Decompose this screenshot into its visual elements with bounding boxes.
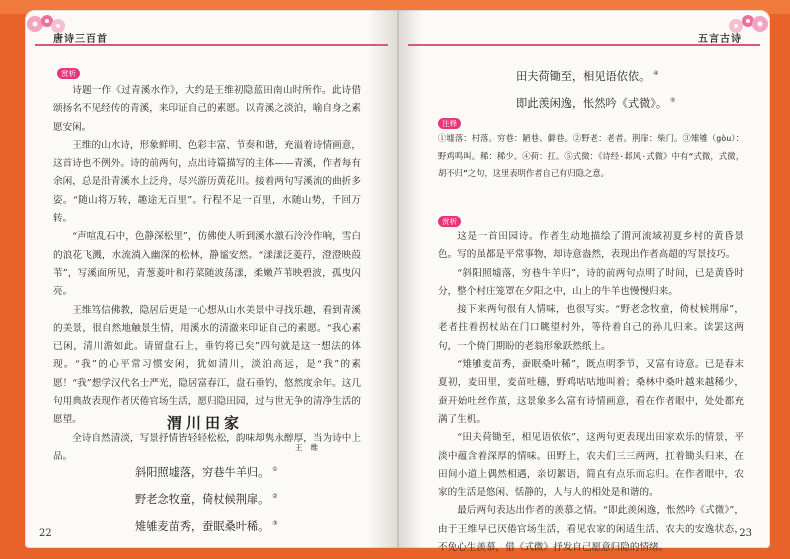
footnote-marker: ④ — [653, 70, 659, 77]
poem-line: 雉雊麦苗秀，蚕眠桑叶稀。 ③ — [135, 520, 278, 533]
running-title: 唐诗三百首 — [53, 34, 108, 45]
paragraph: 王维笃信佛教，隐居后更是一心想从山水美景中寻找乐趣，看到青溪的美景，很自然地触景生情，用溪水的清澈来印证自己的素愿。“我心素已闲，清川澹如此。请留盘石上，垂钓将已矣”四句就是这一想法的体现。“我”的心平常习惯安闲，犹如清川，淡泊高远，是“我”的素愿！“我”想学汉代名士严光，隐居富春江，盘石垂钓，悠然度余年。这几句用典故表现作者厌倦官场生活，愿归隐田园，过与世无争的清净生活的愿望。 — [53, 304, 361, 426]
running-title: 五言古诗 — [698, 34, 742, 45]
commentary-text — [438, 228, 744, 557]
poem-line: 野老念牧童，倚杖候荆扉。 ② — [135, 493, 278, 506]
page-header — [25, 10, 398, 48]
paragraph: “声喧乱石中，色静深松里”，仿佛使人听到溪水激石泠泠作响，雪白的浪花飞溅，水流淌入幽深的松林，静谧安然。“漾漾泛菱荇，澄澄映葭苇”，写溪面所见，青葱菱叶和荇菜随波荡漾，柔嫩芦苇映碧波，孤曳闪亮。 — [53, 231, 361, 298]
page-number: 23 — [739, 528, 752, 539]
page-header — [398, 10, 770, 48]
page-number: 22 — [39, 528, 52, 539]
notes-tag: 注释 — [438, 118, 461, 129]
paragraph: 最后两句表达出作者的羡慕之情。“即此羡闲逸，怅然吟《式微》”，由于王维早已厌倦官场生活，看见农家的闲适生活、农夫的安逸状态，不免心生羡慕，借《式微》抒发自己愿意归隐的情绪。 — [438, 505, 744, 554]
right-page — [398, 10, 770, 554]
poem-author: 王维 — [295, 443, 326, 452]
poem-lines — [135, 458, 278, 539]
paragraph: “雉雊麦苗秀，蚕眠桑叶稀”，既点明季节，又富有诗意。已是春末夏初，麦田里，麦苗吐穗，野鸡咕咕地叫着；桑林中桑叶越来越稀少，蚕开始吐丝作茧，这景象多么富有诗情画意，看在作者眼中，处处都充满了生机。 — [438, 359, 744, 425]
paragraph: 诗题一作《过青溪水作》，大约是王维初隐蓝田南山时所作。此诗借颂扬名不见经传的青溪，来印证自己的素愿。以青溪之淡泊，喻自身之素愿安闲。 — [53, 85, 361, 133]
poem-title: 渭川田家 — [167, 414, 244, 432]
footnote-marker: ③ — [272, 520, 278, 527]
page-gutter-shadow — [368, 10, 398, 548]
commentary-tag: 赏析 — [438, 216, 461, 227]
footnote-marker: ⑤ — [670, 97, 676, 104]
paragraph: 这是一首田园诗。作者生动地描绘了渭河流域初夏乡村的黄昏景色。写的虽都是平常事物，却诗意盎然，表现出作者高超的写景技巧。 — [438, 231, 744, 261]
footnote-marker: ① — [272, 466, 278, 473]
page-gutter-shadow — [398, 10, 422, 548]
poem-line: 田夫荷锄至，相见语依依。 ④ — [516, 70, 659, 83]
footnote-marker: ② — [272, 493, 278, 500]
poem-lines — [516, 62, 675, 116]
paragraph: 全诗自然清淡，写景抒情皆轻轻松松，韵味却隽永醇厚，当为诗中上品。 — [53, 432, 361, 462]
commentary-text — [53, 82, 361, 466]
poem-line: 即此羡闲逸，怅然吟《式微》。 ⑤ — [516, 97, 676, 110]
paragraph: “斜阳照墟落，穷巷牛羊归”，诗的前两句点明了时间，已是黄昏时分，整个村庄笼罩在夕阳之中，山上的牛羊也慢慢归来。 — [438, 267, 744, 297]
commentary-tag: 赏析 — [57, 68, 80, 79]
notes-text — [438, 130, 744, 183]
notes-paragraph: ①墟落：村落。穷巷：陋巷、僻巷。②野老：老者。荆扉：柴门。③雉雊（gòu）：野鸡鸣叫。稀：稀少。④荷：扛。⑤式微：《诗经·邶风·式微》中有“式微，式微，胡不归”之句，这里表明作者自己有归隐之意。 — [438, 133, 744, 178]
paragraph: 王维的山水诗，形象鲜明、色彩丰富、节奏和谐，充溢着诗情画意，这首诗也不例外。诗的前两句，点出诗篇描写的主体——青溪，作者每有余闲，总是沿青溪水上泛舟，尽兴游历黄花川。接着两句写溪流的曲折多姿。“随山将万转，趣途无百里”。行程不足一百里，水随山势，千回万转。 — [53, 139, 361, 225]
left-page — [25, 10, 398, 548]
paragraph: “田夫荷锄至，相见语依依”，这两句更表现出田家欢乐的情景，平淡中蕴含着深厚的情味。田野上，农夫们三三两两，扛着锄头归来，在田间小道上偶然相遇，亲切絮语，简直有点乐而忘归。在作者眼中，农家的生活是悠闲、恬静的，人与人的相处是和谐的。 — [438, 432, 744, 499]
paragraph: 接下来两句很有人情味，也很写实。“野老念牧童，倚杖候荆扉”，老者拄着拐杖站在门口眺望村外，等待着自己的孙儿归来。读罢这两句，一个倚门期盼的老翁形象跃然纸上。 — [438, 304, 744, 352]
poem-line: 斜阳照墟落，穷巷牛羊归。 ① — [135, 466, 278, 479]
